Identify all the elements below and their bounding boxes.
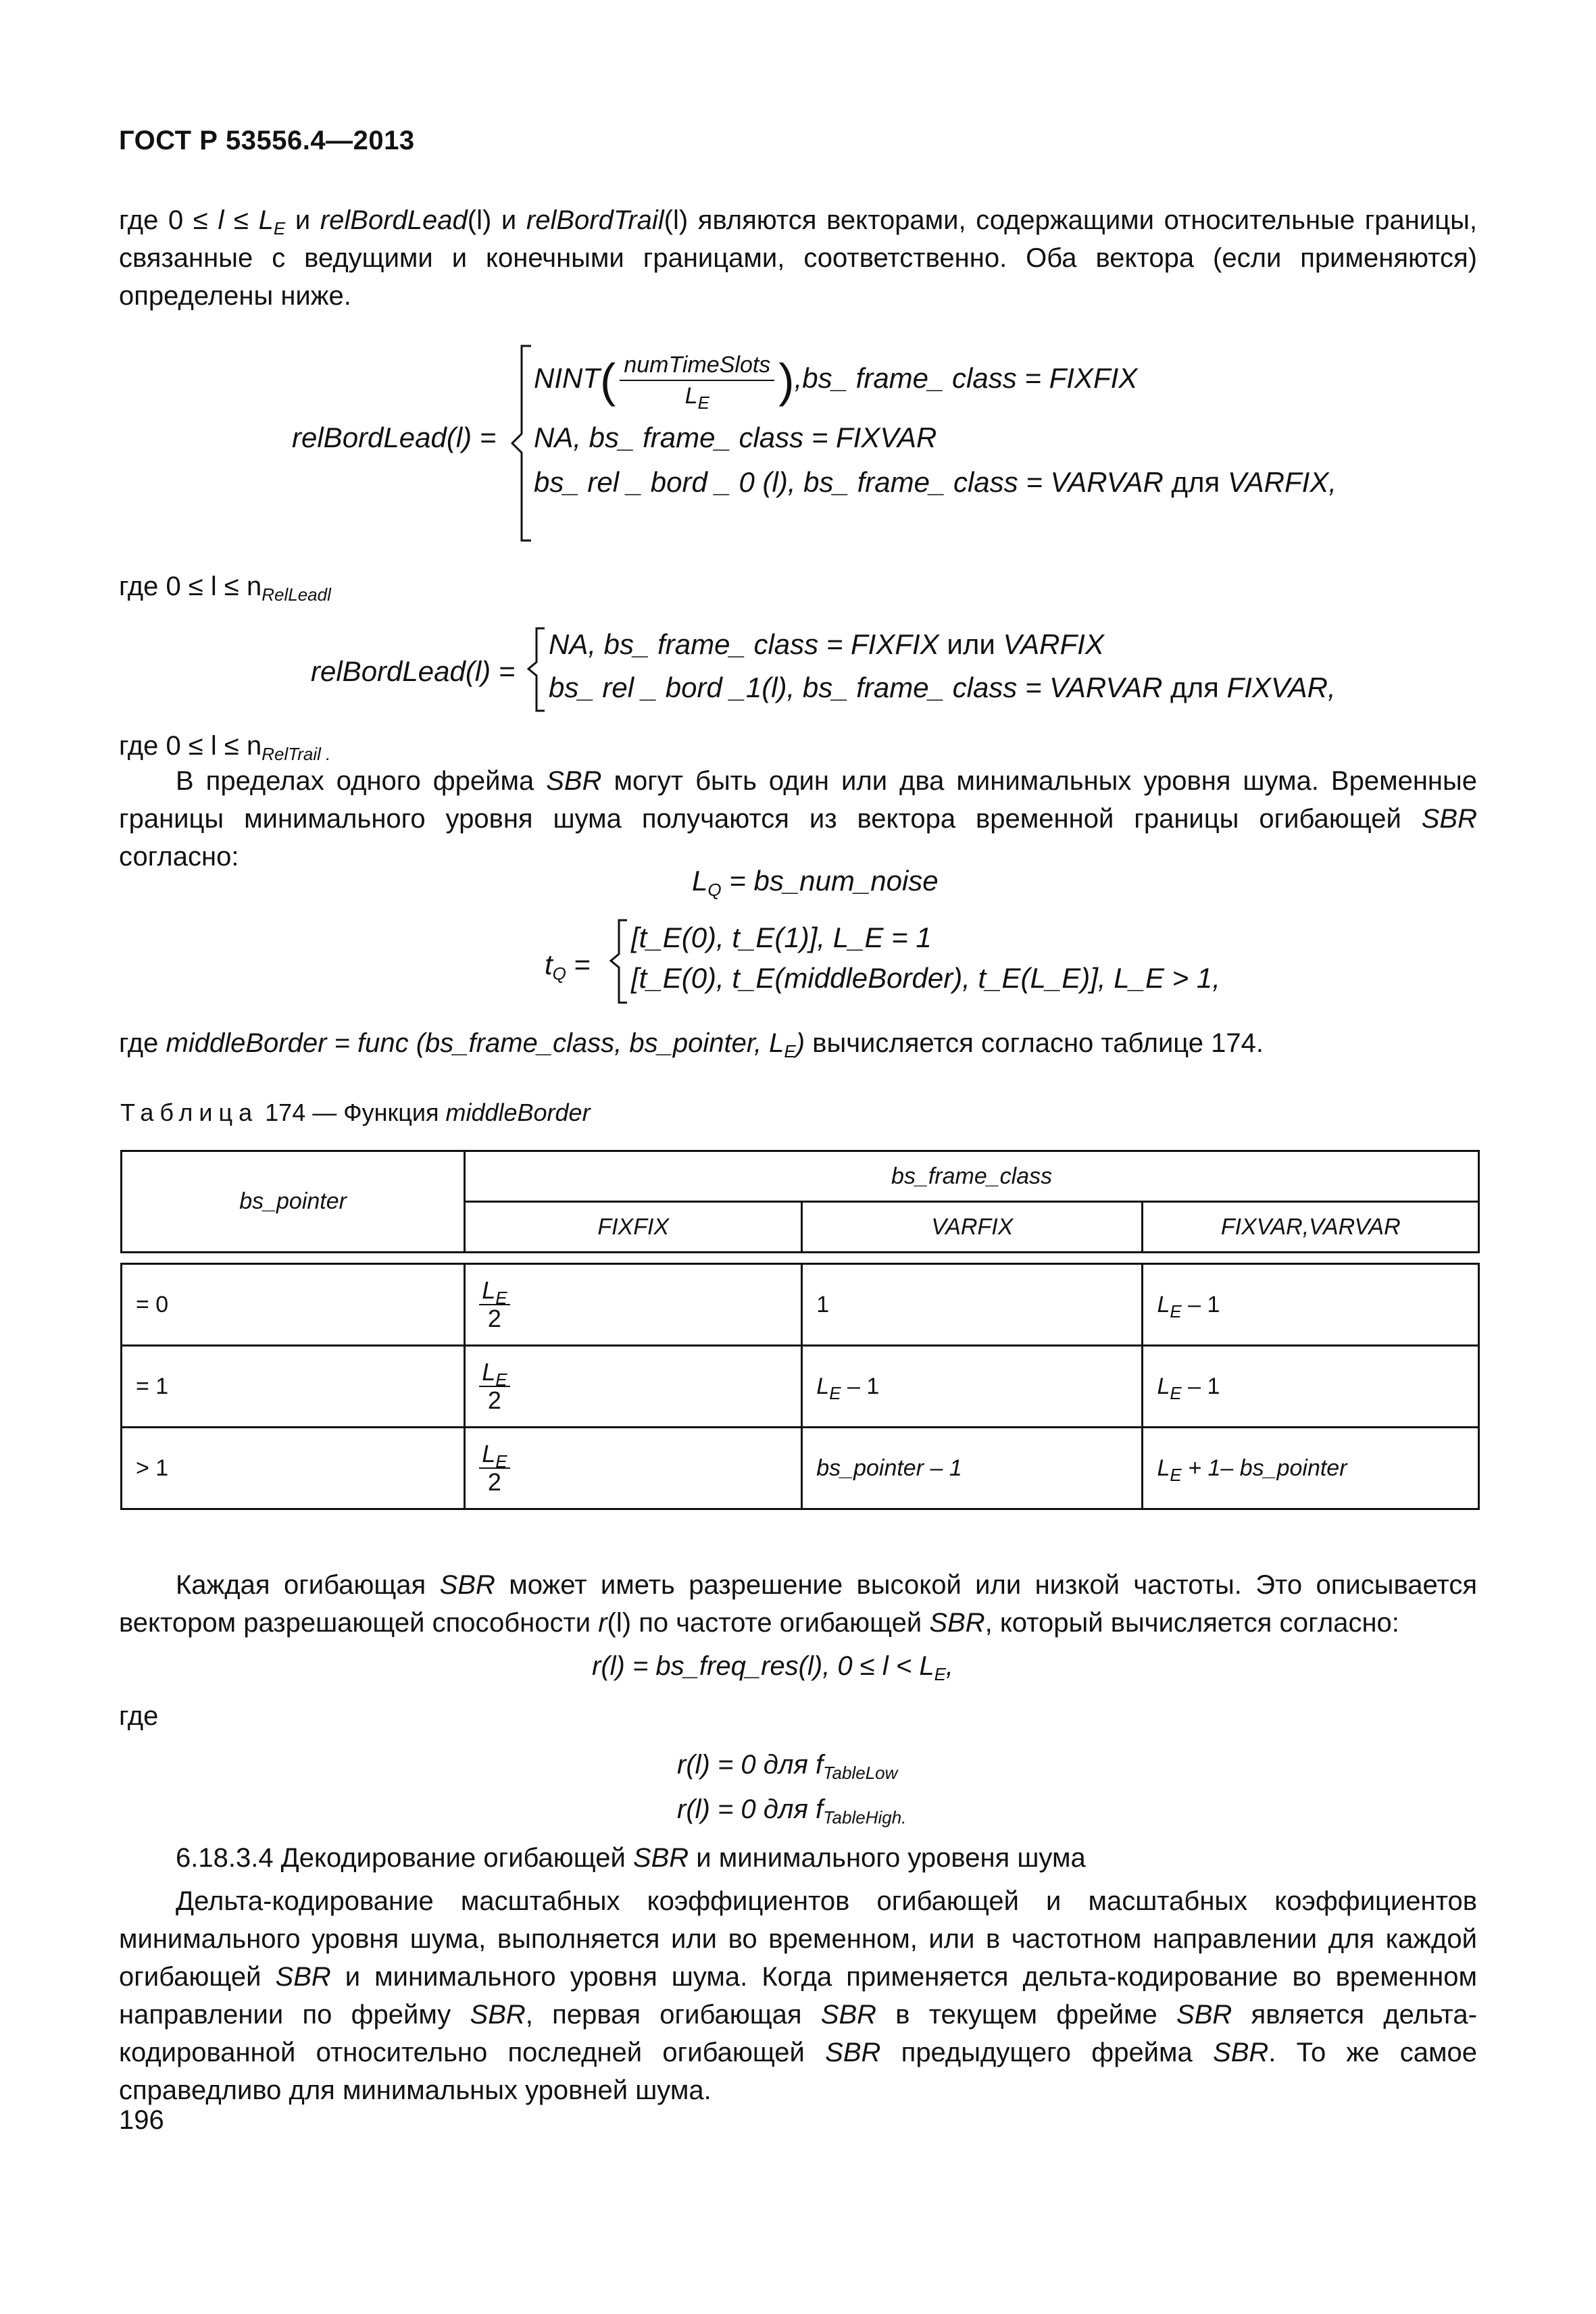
where2-sub: RelTrail . <box>261 744 331 764</box>
vector-arg: (l) и <box>467 205 526 235</box>
formula2-case2-text: bs_ rel _ bord _1(l), bs_ frame_ class = VARVAR <box>549 672 1163 703</box>
formula1-case3-text: bs_ rel _ bord _ 0 (l), bs_ frame_ class = VARVAR <box>534 466 1164 498</box>
table-caption-text: 174 — Функция <box>258 1099 446 1126</box>
para3-text: может иметь разрешение высокой или низкой частоты. Это описывается вектором разрешающей способности <box>119 1570 1477 1638</box>
page-number: 196 <box>119 2105 164 2135</box>
para3-text: (l) по частоте огибающей <box>607 1608 930 1638</box>
vector-relbordlead: relBordLead <box>320 205 468 235</box>
table-cell-pointer: = 0 <box>122 1264 465 1346</box>
table-header-bs-frame-class: bs_frame_class <box>465 1151 1479 1202</box>
frac-den: 2 <box>487 1467 501 1496</box>
formula2-case2 <box>549 672 1336 704</box>
frac-num: L <box>482 1439 496 1467</box>
var-l: l <box>218 205 224 235</box>
cell-var: L <box>1157 1455 1170 1481</box>
left-brace-icon <box>508 343 535 543</box>
table-subheader-varfix: VARFIX <box>802 1202 1143 1253</box>
frac-num-sub: E <box>495 1451 507 1472</box>
noise-floor-paragraph <box>119 762 1477 876</box>
delta-coding-paragraph <box>119 1882 1477 2109</box>
para4-text: . То же самое справедливо для минимальных уровней шума. <box>119 2038 1477 2105</box>
where-label: где <box>119 1701 159 1731</box>
table-cell-fixfix <box>465 1346 802 1428</box>
fraction-denominator-sub: E <box>697 393 709 413</box>
left-brace-icon <box>607 917 631 1005</box>
intro-and: и <box>285 205 320 235</box>
lq-sub: Q <box>707 880 722 900</box>
table-subheader-fixvar-varvar: FIXVAR,VARVAR <box>1143 1202 1479 1253</box>
cell-var: L <box>816 1373 830 1399</box>
cell-tail: – 1 <box>841 1373 880 1399</box>
cell-var: L <box>1157 1373 1170 1399</box>
sbr-term: SBR <box>439 1570 495 1600</box>
sbr-term: SBR <box>820 2000 877 2030</box>
cell-var-sub: E <box>1170 1301 1182 1322</box>
sbr-term: SBR <box>929 1608 985 1638</box>
frac-num-sub: E <box>495 1287 507 1308</box>
fraction-denominator: L <box>684 383 698 409</box>
frac-num: L <box>482 1357 496 1386</box>
table-cell-fixfix <box>465 1428 802 1509</box>
cell-var-sub: E <box>1170 1382 1182 1403</box>
fraction <box>620 350 774 411</box>
where3-post: вычисляется согласно таблице 174. <box>805 1028 1264 1058</box>
table-row <box>122 1264 1479 1346</box>
formula2-case2-word: для <box>1162 672 1227 703</box>
where-reltrail <box>119 731 331 764</box>
table-cell-pointer: > 1 <box>122 1428 465 1509</box>
formula2-case2-tail: FIXVAR, <box>1226 672 1336 703</box>
where3-close: ) <box>795 1028 805 1058</box>
table-cell-varfix: 1 <box>802 1264 1143 1346</box>
table-cell-fixvar <box>1143 1428 1479 1509</box>
fraction-numerator: numTimeSlots <box>620 350 774 381</box>
cell-tail: + 1– bs_pointer <box>1181 1455 1347 1481</box>
formula1-case1: NINT( $\frac{\text{numTimeSlots}}{L_E}$ ),bs_ frame_ class = FIXFIX <box>534 350 1137 411</box>
frequency-resolution-paragraph <box>119 1566 1477 1642</box>
table-subheader-fixfix: FIXFIX <box>465 1202 802 1253</box>
sbr-term: SBR <box>1421 804 1477 834</box>
para2-text: В пределах одного фрейма <box>176 766 547 796</box>
where1-sub: RelLeadl <box>261 584 331 605</box>
where-relleadl <box>119 572 331 605</box>
section-title: 6.18.3.4 Декодирование огибающей <box>176 1843 633 1873</box>
formula2-case1-word: или <box>939 628 1003 660</box>
sbr-term: SBR <box>1213 2038 1269 2067</box>
frac-den: 2 <box>487 1304 501 1332</box>
table-cell-varfix <box>802 1346 1143 1428</box>
para4-text: Дельта-кодирование масштабных коэффициентов огибающей и масштабных коэффициентов минимального уровня шума, выполняется или во временном, или в частотном направлении для каждой огибающей <box>119 1886 1477 1992</box>
formula-lq <box>692 865 939 900</box>
vector-relbordtrail: relBordTrail <box>526 205 664 235</box>
document-header: ГОСТ Р 53556.4—2013 <box>119 126 415 155</box>
formula1-case1-condition: ,bs_ frame_ class = FIXFIX <box>794 362 1138 395</box>
frac-num: L <box>482 1276 496 1304</box>
tq-symbol: t <box>545 949 553 980</box>
where1-text: где 0 ≤ l ≤ n <box>119 572 262 601</box>
cell-var-sub: E <box>829 1382 841 1403</box>
intro-text: где 0 ≤ <box>119 205 208 235</box>
para3-text: Каждая огибающая <box>176 1570 440 1600</box>
table-header-bs-pointer: bs_pointer <box>122 1151 465 1253</box>
formula-table-high <box>677 1794 907 1828</box>
middleborder-definition <box>119 1024 1477 1062</box>
section-title-tail: и минимального уровеня шума <box>689 1843 1086 1873</box>
sbr-term: SBR <box>470 2000 526 2030</box>
table-cell-pointer: = 1 <box>122 1346 465 1428</box>
table-caption <box>120 1099 591 1127</box>
para2-text: могут быть один или два минимальных уровня шума. Временные границы минимального уровня шума получаются из вектора временной границы огибающей <box>119 766 1477 834</box>
var-le-sub: E <box>273 218 286 238</box>
para4-text: предыдущего фрейма <box>880 2038 1214 2067</box>
formula-freq-res <box>592 1651 953 1682</box>
section-heading <box>176 1843 1086 1873</box>
formula4-case2: [t_E(0), t_E(middleBorder), t_E(L_E)], L_E > 1, <box>631 962 1220 994</box>
sbr-term: SBR <box>275 1962 331 1992</box>
frac-den: 2 <box>487 1386 501 1414</box>
cell-var: L <box>1157 1291 1170 1317</box>
table-row <box>122 1346 1479 1428</box>
para2-text: согласно: <box>119 842 239 872</box>
lq-symbol: L <box>692 865 708 897</box>
formula1-case3 <box>534 466 1337 499</box>
formula1-case3-tail: VARFIX, <box>1227 466 1337 498</box>
where3-pre: где <box>119 1028 166 1058</box>
left-brace-icon <box>524 626 549 713</box>
table-cell-varfix: bs_pointer – 1 <box>802 1428 1143 1509</box>
table-cell-fixvar <box>1143 1346 1479 1428</box>
cell-tail: – 1 <box>1181 1291 1220 1317</box>
para3-text: , который вычисляется согласно: <box>984 1608 1399 1638</box>
formula6-sub: TableLow <box>823 1763 898 1783</box>
formula-relbordlead2-lhs: relBordLead(l) = <box>311 655 516 687</box>
formula-tq-lhs: $t_Q$ = <box>545 949 591 984</box>
formula6-text: r(l) = 0 для f <box>677 1750 824 1780</box>
var-le: ≤ L <box>234 205 274 235</box>
para4-text: , первая огибающая <box>525 2000 821 2030</box>
formula-relbordlead-lhs: relBordLead(l) = <box>292 422 497 453</box>
table-caption-name: middleBorder <box>445 1099 591 1126</box>
formula2-case1 <box>549 628 1104 661</box>
cell-var-sub: E <box>1170 1464 1182 1485</box>
middleborder-table <box>120 1150 1480 1510</box>
formula1-case3-word: для <box>1163 466 1228 498</box>
table-caption-label: Таблица <box>120 1099 259 1126</box>
intro-text-tail: (l) являются векторами, содержащими относительные границы, связанные с ведущими и конечными границами, соответственно. Оба вектора (если применяются) определены ниже. <box>119 205 1477 311</box>
sbr-term: SBR <box>1176 2000 1232 2030</box>
var-r: r <box>598 1608 607 1638</box>
table-cell-fixfix <box>465 1264 802 1346</box>
formula5-text: r(l) = bs_freq_res(l), 0 ≤ l < L <box>592 1651 934 1681</box>
formula4-case1: [t_E(0), t_E(1)], L_E = 1 <box>631 922 932 953</box>
where3-expr: middleBorder = func (bs_frame_class, bs_pointer, L <box>166 1028 784 1058</box>
formula7-text: r(l) = 0 для f <box>677 1794 824 1824</box>
frac-num-sub: E <box>495 1369 507 1390</box>
sbr-term: SBR <box>546 766 602 796</box>
intro-paragraph <box>119 201 1477 315</box>
formula2-case1-text: NA, bs_ frame_ class = FIXFIX <box>549 628 939 660</box>
para4-text: в текущем фрейме <box>876 2000 1177 2030</box>
formula5-sub: E <box>934 1664 946 1684</box>
table-cell-fixvar <box>1143 1264 1479 1346</box>
sbr-term: SBR <box>632 1843 689 1873</box>
para4-text: и минимального уровня шума. Когда применяется дельта-кодирование во временном направлении по фрейму <box>119 1962 1478 2030</box>
where3-sub: E <box>784 1041 796 1061</box>
formula1-case2: NA, bs_ frame_ class = FIXVAR <box>534 422 937 453</box>
sbr-term: SBR <box>825 2038 881 2067</box>
table-row <box>122 1428 1479 1509</box>
formula5-tail: , <box>945 1651 954 1681</box>
where2-text: где 0 ≤ l ≤ n <box>119 731 262 761</box>
para4-text: является дельта-кодированной относительно последней огибающей <box>119 2000 1477 2067</box>
formula7-sub: TableHigh. <box>823 1807 907 1828</box>
formula2-case1-tail: VARFIX <box>1003 628 1104 660</box>
cell-tail: – 1 <box>1181 1373 1220 1399</box>
lq-rhs: = bs_num_noise <box>721 865 939 897</box>
formula-table-low <box>677 1750 898 1783</box>
tq-sub: Q <box>552 963 566 984</box>
nint-label: NINT <box>534 362 600 395</box>
